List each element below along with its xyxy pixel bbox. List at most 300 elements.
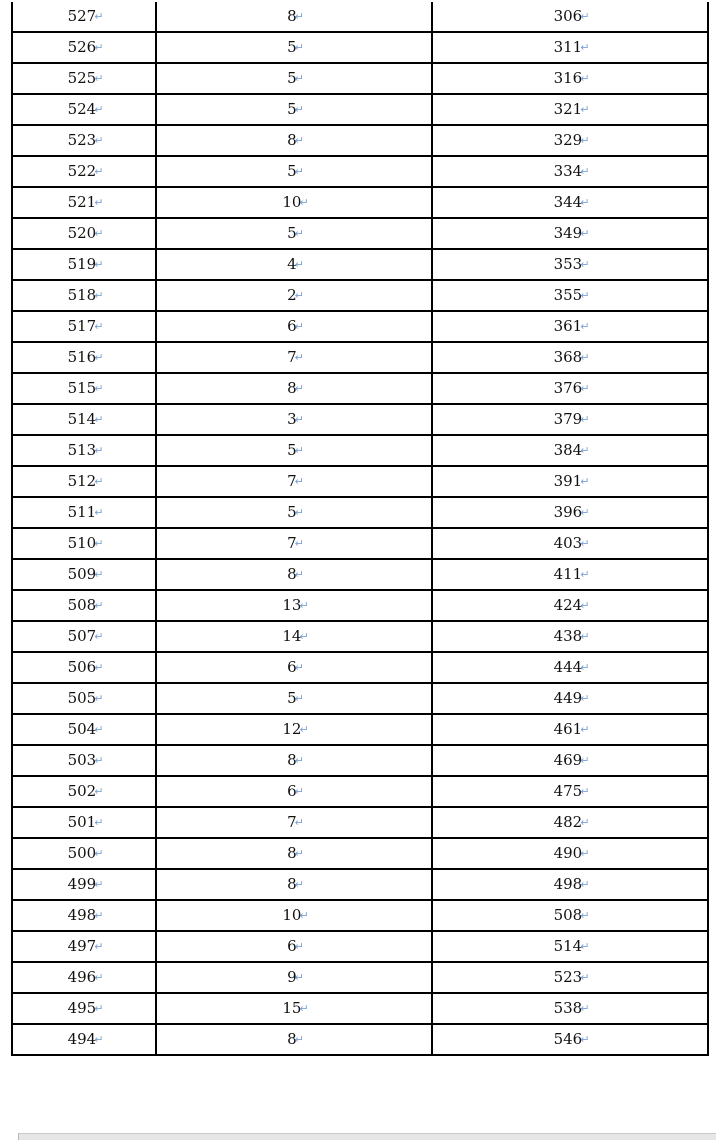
paragraph-mark-icon: ↵: [294, 382, 304, 395]
cell-value: 518: [67, 286, 97, 304]
cell-value: 396: [553, 503, 583, 521]
paragraph-mark-icon: ↵: [580, 630, 590, 643]
cell-value: 501: [67, 813, 97, 831]
paragraph-mark-icon: ↵: [294, 258, 304, 271]
count-cell[interactable]: [156, 94, 432, 125]
score-cell[interactable]: [12, 993, 156, 1024]
cell-value: 3: [287, 410, 297, 428]
table-row: [12, 621, 708, 652]
cell-value: 505: [67, 689, 97, 707]
cell-value: 506: [67, 658, 97, 676]
paragraph-mark-icon: ↵: [299, 1002, 309, 1015]
cell-value: 512: [67, 472, 97, 490]
paragraph-mark-icon: ↵: [94, 165, 104, 178]
count-cell[interactable]: [156, 807, 432, 838]
cumulative-cell[interactable]: [432, 683, 708, 714]
count-cell[interactable]: [156, 280, 432, 311]
count-cell[interactable]: [156, 311, 432, 342]
cell-value: 361: [553, 317, 583, 335]
table-row: [12, 311, 708, 342]
cell-value: 334: [553, 162, 583, 180]
table-row: [12, 466, 708, 497]
paragraph-mark-icon: ↵: [294, 537, 304, 550]
cumulative-cell[interactable]: [432, 156, 708, 187]
score-cell[interactable]: [12, 590, 156, 621]
cumulative-cell[interactable]: [432, 218, 708, 249]
score-cell[interactable]: [12, 497, 156, 528]
paragraph-mark-icon: ↵: [94, 506, 104, 519]
paragraph-mark-icon: ↵: [94, 444, 104, 457]
cell-value: 321: [553, 100, 583, 118]
cell-value: 8: [287, 379, 297, 397]
cell-value: 508: [553, 906, 583, 924]
cumulative-cell[interactable]: [432, 2, 708, 32]
count-cell[interactable]: [156, 497, 432, 528]
count-cell[interactable]: [156, 125, 432, 156]
table-row: [12, 156, 708, 187]
cell-value: 525: [67, 69, 97, 87]
paragraph-mark-icon: ↵: [94, 103, 104, 116]
paragraph-mark-icon: ↵: [580, 227, 590, 240]
table-row: [12, 404, 708, 435]
cell-value: 503: [67, 751, 97, 769]
count-cell[interactable]: [156, 652, 432, 683]
count-cell[interactable]: [156, 869, 432, 900]
score-cell[interactable]: [12, 466, 156, 497]
paragraph-mark-icon: ↵: [294, 506, 304, 519]
cell-value: 8: [287, 131, 297, 149]
count-cell[interactable]: [156, 1024, 432, 1055]
cumulative-cell[interactable]: [432, 280, 708, 311]
cell-value: 4: [287, 255, 297, 273]
paragraph-mark-icon: ↵: [294, 413, 304, 426]
cell-value: 5: [287, 441, 297, 459]
score-cell[interactable]: [12, 218, 156, 249]
cell-value: 7: [287, 472, 297, 490]
table-row: [12, 869, 708, 900]
paragraph-mark-icon: ↵: [94, 661, 104, 674]
paragraph-mark-icon: ↵: [294, 72, 304, 85]
cell-value: 379: [553, 410, 583, 428]
paragraph-mark-icon: ↵: [299, 599, 309, 612]
cumulative-cell[interactable]: [432, 652, 708, 683]
paragraph-mark-icon: ↵: [94, 537, 104, 550]
score-cell[interactable]: [12, 900, 156, 931]
paragraph-mark-icon: ↵: [294, 103, 304, 116]
cell-value: 329: [553, 131, 583, 149]
cell-value: 449: [553, 689, 583, 707]
cell-value: 384: [553, 441, 583, 459]
cell-value: 507: [67, 627, 97, 645]
paragraph-mark-icon: ↵: [294, 878, 304, 891]
cell-value: 504: [67, 720, 97, 738]
paragraph-mark-icon: ↵: [94, 196, 104, 209]
paragraph-mark-icon: ↵: [580, 289, 590, 302]
score-cell[interactable]: [12, 559, 156, 590]
cell-value: 497: [67, 937, 97, 955]
paragraph-mark-icon: ↵: [294, 785, 304, 798]
cell-value: 8: [287, 751, 297, 769]
cumulative-cell[interactable]: [432, 528, 708, 559]
table-row: [12, 807, 708, 838]
cell-value: 523: [553, 968, 583, 986]
cumulative-cell[interactable]: [432, 94, 708, 125]
table-row: [12, 683, 708, 714]
paragraph-mark-icon: ↵: [580, 878, 590, 891]
cell-value: 6: [287, 782, 297, 800]
cell-value: 494: [67, 1030, 97, 1048]
cell-value: 496: [67, 968, 97, 986]
paragraph-mark-icon: ↵: [580, 165, 590, 178]
paragraph-mark-icon: ↵: [580, 599, 590, 612]
table-row: [12, 559, 708, 590]
paragraph-mark-icon: ↵: [580, 723, 590, 736]
count-cell[interactable]: [156, 559, 432, 590]
paragraph-mark-icon: ↵: [299, 196, 309, 209]
table-row: [12, 342, 708, 373]
cell-value: 355: [553, 286, 583, 304]
paragraph-mark-icon: ↵: [580, 940, 590, 953]
cell-value: 538: [553, 999, 583, 1017]
cell-value: 498: [553, 875, 583, 893]
paragraph-mark-icon: ↵: [580, 351, 590, 364]
table-row: [12, 590, 708, 621]
count-cell[interactable]: [156, 435, 432, 466]
score-cell[interactable]: [12, 342, 156, 373]
cell-value: 546: [553, 1030, 583, 1048]
cell-value: 12: [282, 720, 302, 738]
cell-value: 519: [67, 255, 97, 273]
score-cell[interactable]: [12, 807, 156, 838]
table-row: [12, 249, 708, 280]
paragraph-mark-icon: ↵: [580, 847, 590, 860]
score-cell[interactable]: [12, 2, 156, 32]
count-cell[interactable]: [156, 745, 432, 776]
cell-value: 522: [67, 162, 97, 180]
score-cell[interactable]: [12, 1024, 156, 1055]
cell-value: 482: [553, 813, 583, 831]
paragraph-mark-icon: ↵: [580, 692, 590, 705]
cell-value: 498: [67, 906, 97, 924]
table-row: [12, 497, 708, 528]
count-cell[interactable]: [156, 683, 432, 714]
cumulative-cell[interactable]: [432, 373, 708, 404]
cumulative-cell[interactable]: [432, 435, 708, 466]
cumulative-cell[interactable]: [432, 590, 708, 621]
score-cell[interactable]: [12, 156, 156, 187]
cell-value: 508: [67, 596, 97, 614]
paragraph-mark-icon: ↵: [94, 754, 104, 767]
table-row: [12, 900, 708, 931]
cell-value: 306: [553, 7, 583, 25]
cell-value: 5: [287, 100, 297, 118]
score-cell[interactable]: [12, 683, 156, 714]
count-cell[interactable]: [156, 962, 432, 993]
cumulative-cell[interactable]: [432, 466, 708, 497]
paragraph-mark-icon: ↵: [580, 754, 590, 767]
cumulative-cell[interactable]: [432, 32, 708, 63]
paragraph-mark-icon: ↵: [580, 661, 590, 674]
score-cell[interactable]: [12, 435, 156, 466]
paragraph-mark-icon: ↵: [580, 196, 590, 209]
count-cell[interactable]: [156, 466, 432, 497]
cell-value: 10: [282, 906, 302, 924]
count-cell[interactable]: [156, 373, 432, 404]
paragraph-mark-icon: ↵: [580, 475, 590, 488]
paragraph-mark-icon: ↵: [94, 816, 104, 829]
count-cell[interactable]: [156, 993, 432, 1024]
cumulative-cell[interactable]: [432, 404, 708, 435]
score-cell[interactable]: [12, 931, 156, 962]
paragraph-mark-icon: ↵: [580, 444, 590, 457]
score-cell[interactable]: [12, 249, 156, 280]
count-cell[interactable]: [156, 900, 432, 931]
cell-value: 6: [287, 317, 297, 335]
paragraph-mark-icon: ↵: [294, 444, 304, 457]
cumulative-cell[interactable]: [432, 931, 708, 962]
paragraph-mark-icon: ↵: [94, 258, 104, 271]
table-row: [12, 94, 708, 125]
cell-value: 514: [553, 937, 583, 955]
cumulative-cell[interactable]: [432, 125, 708, 156]
cell-value: 513: [67, 441, 97, 459]
paragraph-mark-icon: ↵: [294, 971, 304, 984]
cell-value: 8: [287, 7, 297, 25]
score-cell[interactable]: [12, 373, 156, 404]
table-row: [12, 714, 708, 745]
paragraph-mark-icon: ↵: [94, 475, 104, 488]
paragraph-mark-icon: ↵: [294, 754, 304, 767]
cumulative-cell[interactable]: [432, 776, 708, 807]
paragraph-mark-icon: ↵: [294, 475, 304, 488]
table-row: [12, 32, 708, 63]
paragraph-mark-icon: ↵: [580, 320, 590, 333]
count-cell[interactable]: [156, 404, 432, 435]
paragraph-mark-icon: ↵: [94, 909, 104, 922]
paragraph-mark-icon: ↵: [294, 10, 304, 23]
cell-value: 516: [67, 348, 97, 366]
count-cell[interactable]: [156, 32, 432, 63]
score-cell[interactable]: [12, 652, 156, 683]
count-cell[interactable]: [156, 528, 432, 559]
table-row: [12, 652, 708, 683]
cumulative-cell[interactable]: [432, 993, 708, 1024]
paragraph-mark-icon: ↵: [580, 1002, 590, 1015]
score-cell[interactable]: [12, 125, 156, 156]
count-cell[interactable]: [156, 187, 432, 218]
score-cell[interactable]: [12, 94, 156, 125]
count-cell[interactable]: [156, 2, 432, 32]
paragraph-mark-icon: ↵: [94, 41, 104, 54]
paragraph-mark-icon: ↵: [580, 971, 590, 984]
cell-value: 15: [282, 999, 302, 1017]
cell-value: 524: [67, 100, 97, 118]
cell-value: 13: [282, 596, 302, 614]
cell-value: 2: [287, 286, 297, 304]
paragraph-mark-icon: ↵: [94, 878, 104, 891]
count-cell[interactable]: [156, 218, 432, 249]
cell-value: 495: [67, 999, 97, 1017]
score-cell[interactable]: [12, 962, 156, 993]
score-cell[interactable]: [12, 187, 156, 218]
cell-value: 368: [553, 348, 583, 366]
cumulative-cell[interactable]: [432, 1024, 708, 1055]
cell-value: 5: [287, 503, 297, 521]
cell-value: 438: [553, 627, 583, 645]
paragraph-mark-icon: ↵: [94, 289, 104, 302]
score-cell[interactable]: [12, 838, 156, 869]
cell-value: 7: [287, 534, 297, 552]
cell-value: 461: [553, 720, 583, 738]
paragraph-mark-icon: ↵: [580, 72, 590, 85]
cumulative-cell[interactable]: [432, 900, 708, 931]
paragraph-mark-icon: ↵: [294, 940, 304, 953]
score-cell[interactable]: [12, 32, 156, 63]
score-cell[interactable]: [12, 714, 156, 745]
paragraph-mark-icon: ↵: [294, 165, 304, 178]
paragraph-mark-icon: ↵: [294, 41, 304, 54]
paragraph-mark-icon: ↵: [580, 413, 590, 426]
paragraph-mark-icon: ↵: [580, 568, 590, 581]
cell-value: 500: [67, 844, 97, 862]
table-row: [12, 435, 708, 466]
paragraph-mark-icon: ↵: [94, 382, 104, 395]
cumulative-cell[interactable]: [432, 745, 708, 776]
cell-value: 8: [287, 1030, 297, 1048]
cumulative-cell[interactable]: [432, 249, 708, 280]
paragraph-mark-icon: ↵: [94, 134, 104, 147]
table-row: [12, 1024, 708, 1055]
paragraph-mark-icon: ↵: [294, 351, 304, 364]
paragraph-mark-icon: ↵: [94, 847, 104, 860]
score-cell[interactable]: [12, 621, 156, 652]
paragraph-mark-icon: ↵: [94, 320, 104, 333]
paragraph-mark-icon: ↵: [294, 1033, 304, 1046]
cell-value: 523: [67, 131, 97, 149]
cell-value: 353: [553, 255, 583, 273]
paragraph-mark-icon: ↵: [294, 568, 304, 581]
cell-value: 520: [67, 224, 97, 242]
paragraph-mark-icon: ↵: [580, 785, 590, 798]
cell-value: 376: [553, 379, 583, 397]
count-cell[interactable]: [156, 249, 432, 280]
cell-value: 5: [287, 162, 297, 180]
cell-value: 403: [553, 534, 583, 552]
cell-value: 5: [287, 224, 297, 242]
cell-value: 411: [553, 565, 583, 583]
cumulative-cell[interactable]: [432, 63, 708, 94]
cell-value: 502: [67, 782, 97, 800]
cumulative-cell[interactable]: [432, 621, 708, 652]
count-cell[interactable]: [156, 590, 432, 621]
cell-value: 514: [67, 410, 97, 428]
paragraph-mark-icon: ↵: [94, 692, 104, 705]
table-row: [12, 838, 708, 869]
count-cell[interactable]: [156, 156, 432, 187]
cumulative-cell[interactable]: [432, 342, 708, 373]
cumulative-cell[interactable]: [432, 714, 708, 745]
table-row: [12, 931, 708, 962]
score-cell[interactable]: [12, 311, 156, 342]
paragraph-mark-icon: ↵: [294, 320, 304, 333]
paragraph-mark-icon: ↵: [294, 661, 304, 674]
count-cell[interactable]: [156, 714, 432, 745]
cumulative-cell[interactable]: [432, 962, 708, 993]
page-margin: [0, 1134, 18, 1140]
paragraph-mark-icon: ↵: [294, 134, 304, 147]
cell-value: 515: [67, 379, 97, 397]
paragraph-mark-icon: ↵: [580, 382, 590, 395]
cumulative-cell[interactable]: [432, 869, 708, 900]
paragraph-mark-icon: ↵: [294, 816, 304, 829]
paragraph-mark-icon: ↵: [299, 909, 309, 922]
score-cell[interactable]: [12, 869, 156, 900]
score-cell[interactable]: [12, 745, 156, 776]
table-row: [12, 63, 708, 94]
cell-value: 490: [553, 844, 583, 862]
score-cell[interactable]: [12, 776, 156, 807]
paragraph-mark-icon: ↵: [94, 568, 104, 581]
cell-value: 526: [67, 38, 97, 56]
cell-value: 424: [553, 596, 583, 614]
paragraph-mark-icon: ↵: [94, 1002, 104, 1015]
paragraph-mark-icon: ↵: [580, 103, 590, 116]
cell-value: 7: [287, 348, 297, 366]
paragraph-mark-icon: ↵: [580, 10, 590, 23]
table-row: [12, 187, 708, 218]
cell-value: 8: [287, 565, 297, 583]
cumulative-cell[interactable]: [432, 559, 708, 590]
paragraph-mark-icon: ↵: [94, 10, 104, 23]
cumulative-cell[interactable]: [432, 838, 708, 869]
cell-value: 316: [553, 69, 583, 87]
cell-value: 510: [67, 534, 97, 552]
table-row: [12, 218, 708, 249]
paragraph-mark-icon: ↵: [294, 692, 304, 705]
table-row: [12, 962, 708, 993]
score-cell[interactable]: [12, 404, 156, 435]
score-cell[interactable]: [12, 280, 156, 311]
paragraph-mark-icon: ↵: [94, 351, 104, 364]
cell-value: 511: [67, 503, 97, 521]
paragraph-mark-icon: ↵: [94, 971, 104, 984]
count-cell[interactable]: [156, 63, 432, 94]
count-cell[interactable]: [156, 776, 432, 807]
cell-value: 8: [287, 875, 297, 893]
cell-value: 527: [67, 7, 97, 25]
count-cell[interactable]: [156, 621, 432, 652]
cumulative-cell[interactable]: [432, 497, 708, 528]
cumulative-cell[interactable]: [432, 187, 708, 218]
count-cell[interactable]: [156, 342, 432, 373]
cell-value: 10: [282, 193, 302, 211]
score-cell[interactable]: [12, 63, 156, 94]
paragraph-mark-icon: ↵: [299, 630, 309, 643]
paragraph-mark-icon: ↵: [94, 1033, 104, 1046]
cumulative-cell[interactable]: [432, 311, 708, 342]
paragraph-mark-icon: ↵: [294, 227, 304, 240]
table-row: [12, 993, 708, 1024]
cumulative-cell[interactable]: [432, 807, 708, 838]
cell-value: 391: [553, 472, 583, 490]
count-cell[interactable]: [156, 931, 432, 962]
table-row: [12, 125, 708, 156]
paragraph-mark-icon: ↵: [580, 1033, 590, 1046]
paragraph-mark-icon: ↵: [580, 816, 590, 829]
count-cell[interactable]: [156, 838, 432, 869]
score-cell[interactable]: [12, 528, 156, 559]
paragraph-mark-icon: ↵: [94, 630, 104, 643]
